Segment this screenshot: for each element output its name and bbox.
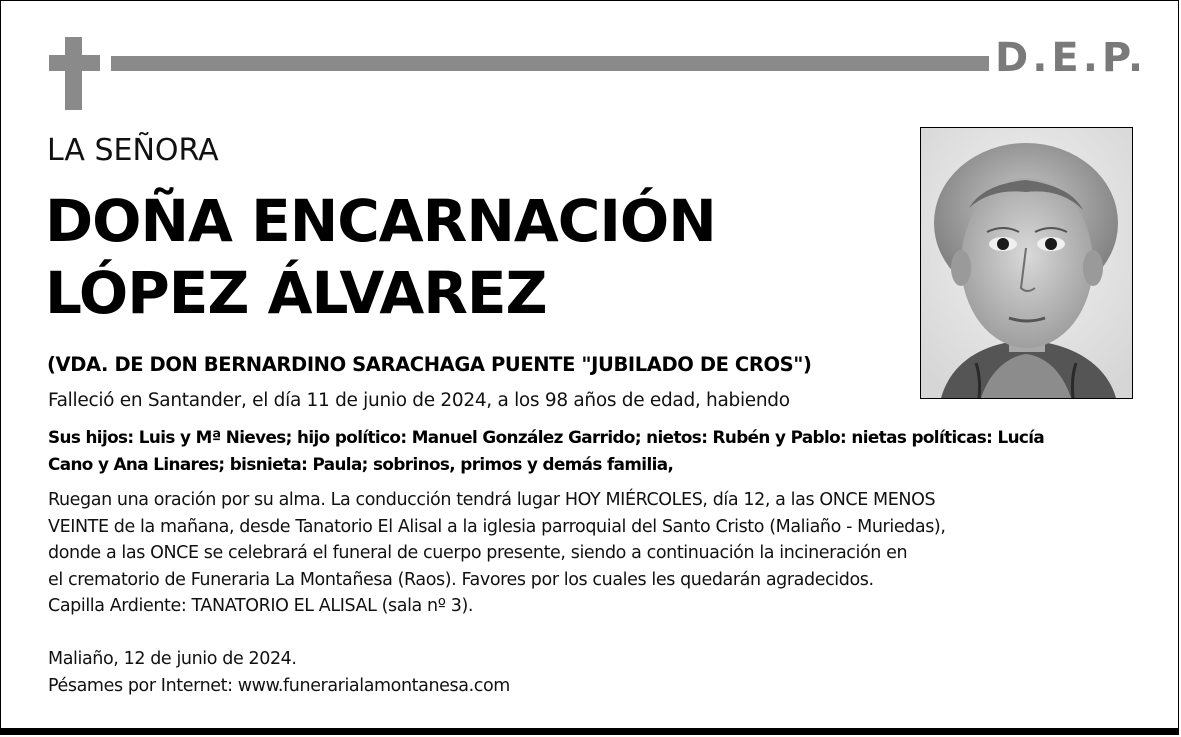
dep-label: D.E.P. bbox=[995, 35, 1148, 81]
deceased-name-line1: DOÑA ENCARNACIÓN bbox=[45, 187, 716, 255]
details-line: Ruegan una oración por su alma. La conducción tendrá lugar HOY MIÉRCOLES, día 12, a las ONCE MENOS bbox=[48, 490, 936, 510]
family-line: Sus hijos: Luis y Mª Nieves; hijo político: Manuel González Garrido; nietos: Rubén y Pablo: nietas políticas: Lucía bbox=[48, 427, 1045, 447]
details-line: Capilla Ardiente: TANATORIO EL ALISAL (sala nº 3). bbox=[48, 596, 474, 616]
details-line: donde a las ONCE se celebrará el funeral de cuerpo presente, siendo a continuación la incineración en bbox=[48, 543, 908, 563]
details-line: el crematorio de Funeraria La Montañesa (Raos). Favores por los cuales les quedarán agradecidos. bbox=[48, 569, 874, 590]
condolences-website: Pésames por Internet: www.funerarialamontanesa.com bbox=[48, 676, 510, 696]
widow-of-line: (VDA. DE DON BERNARDINO SARACHAGA PUENTE "JUBILADO DE CROS") bbox=[47, 353, 812, 376]
family-list bbox=[48, 424, 1045, 478]
title-prefix: LA SEÑORA bbox=[47, 133, 219, 168]
footer bbox=[48, 646, 510, 700]
family-line: Cano y Ana Linares; bisnieta: Paula; sobrinos, primos y demás familia, bbox=[48, 454, 674, 474]
deceased-name bbox=[45, 185, 716, 329]
death-notice: Falleció en Santander, el día 11 de junio de 2024, a los 98 años de edad, habiendo bbox=[48, 390, 790, 411]
header-rule bbox=[111, 56, 989, 71]
place-date: Maliaño, 12 de junio de 2024. bbox=[48, 649, 297, 669]
portrait-photo bbox=[920, 127, 1133, 399]
details-line: VEINTE de la mañana, desde Tanatorio El Alisal a la iglesia parroquial del Santo Cristo (Maliaño - Muriedas), bbox=[48, 516, 946, 537]
service-details bbox=[48, 487, 1148, 620]
deceased-name-line2: LÓPEZ ÁLVAREZ bbox=[45, 259, 547, 327]
latin-cross-icon bbox=[49, 37, 100, 110]
